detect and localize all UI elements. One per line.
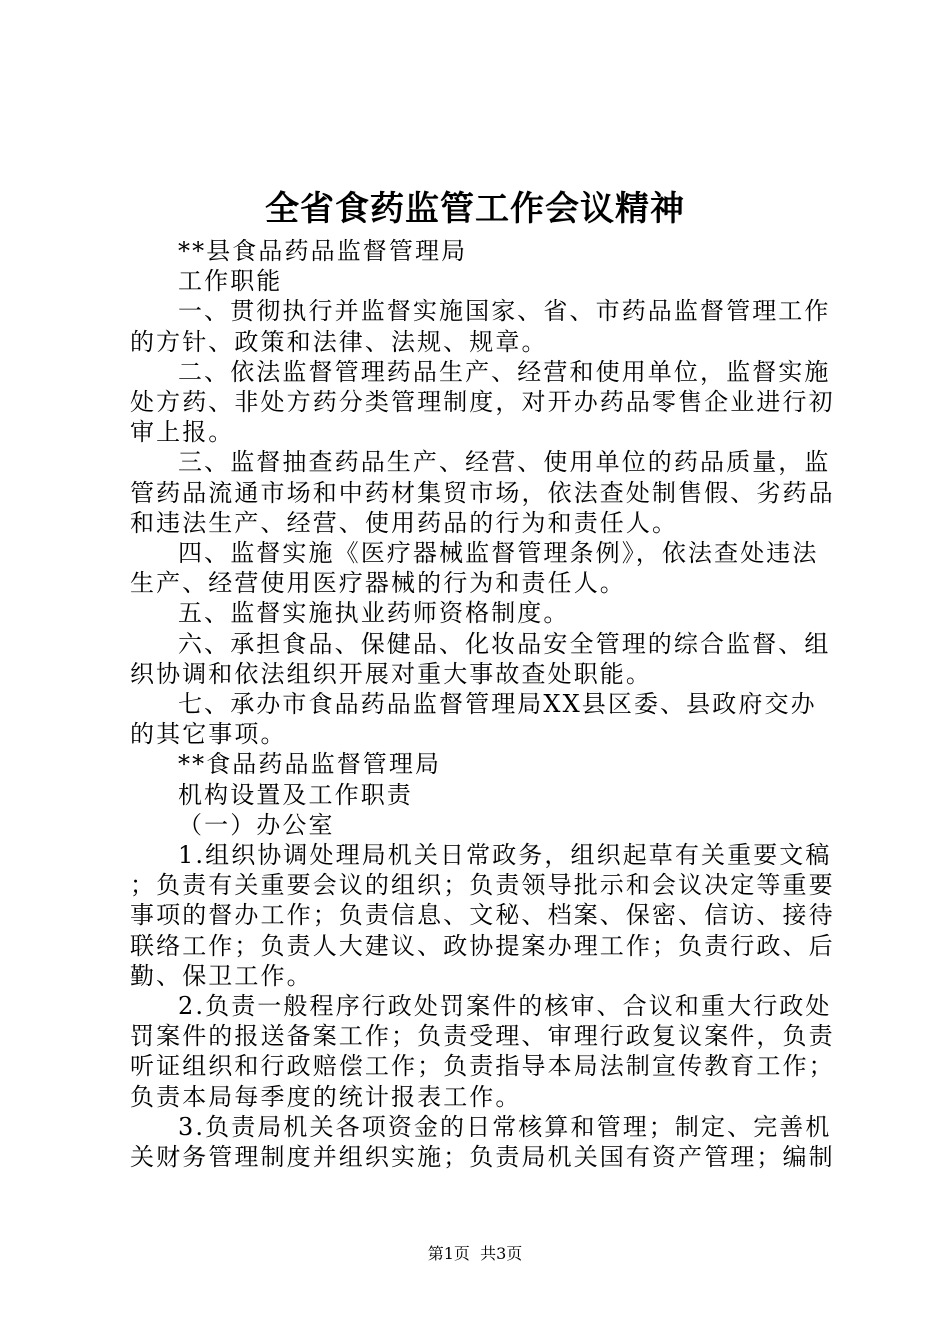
- paragraph-agency-name: **县食品药品监督管理局: [178, 237, 468, 265]
- paragraph-heading-functions: 工作职能: [178, 267, 283, 296]
- paragraph-function-7: 七、承办市食品药品监督管理局XX县区委、县政府交办的其它事项。: [130, 690, 817, 749]
- paragraph-function-6: 六、承担食品、保健品、化妆品安全管理的综合监督、组织协调和依法组织开展对重大事故查处职能。: [130, 629, 831, 688]
- paragraph-office-duty-1: 1.组织协调处理局机关日常政务，组织起草有关重要文稿；负责有关重要会议的组织；负责领导批示和会议决定等重要事项的督办工作；负责信息、文秘、档案、保密、信访、接待联络工作；负责人大建议、政协提案办理工作；负责行政、后勤、保卫工作。: [130, 841, 835, 990]
- page-number-label: 第1页 共3页: [427, 1244, 523, 1263]
- paragraph-office-duty-3: 3.负责局机关各项资金的日常核算和管理；制定、完善机关财务管理制度并组织实施；负责局机关国有资产管理；编制: [130, 1112, 835, 1172]
- paragraph-function-5: 五、监督实施执业药师资格制度。: [178, 599, 570, 628]
- paragraph-heading-office: （一）办公室: [178, 810, 335, 839]
- page-footer: [0, 1242, 950, 1266]
- paragraph-function-4: 四、监督实施《医疗器械监督管理条例》，依法查处违法生产、经营使用医疗器械的行为和责任人。: [130, 539, 819, 598]
- paragraph-heading-structure: 机构设置及工作职责: [178, 780, 413, 809]
- paragraph-function-2: 二、依法监督管理药品生产、经营和使用单位，监督实施处方药、非处方药分类管理制度，对开办药品零售企业进行初审上报。: [130, 357, 835, 447]
- paragraph-agency-name-2: **食品药品监督管理局: [178, 750, 442, 779]
- paragraph-function-1: 一、贯彻执行并监督实施国家、省、市药品监督管理工作的方针、政策和法律、法规、规章。: [130, 297, 831, 356]
- paragraph-function-3: 三、监督抽查药品生产、经营、使用单位的药品质量，监管药品流通市场和中药材集贸市场，依法查处制售假、劣药品和违法生产、经营、使用药品的行为和责任人。: [130, 448, 835, 537]
- paragraph-office-duty-2: 2.负责一般程序行政处罚案件的核审、合议和重大行政处罚案件的报送备案工作；负责受理、审理行政复议案件，负责听证组织和行政赔偿工作；负责指导本局法制宣传教育工作；负责本局每季度的统计报表工作。: [130, 992, 835, 1111]
- page-title: 全省食药监管工作会议精神: [265, 189, 685, 229]
- document-body: [130, 236, 840, 1172]
